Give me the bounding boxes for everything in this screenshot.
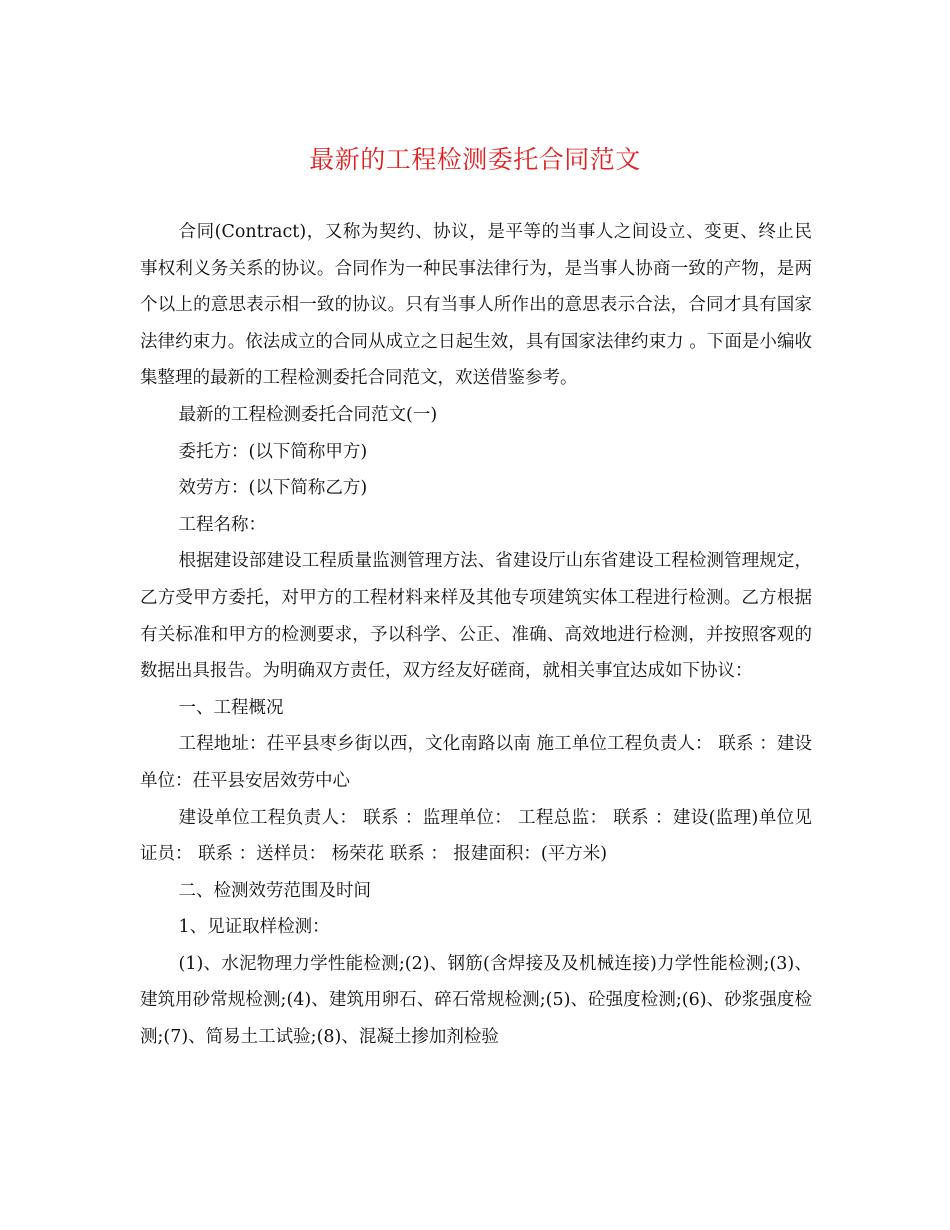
section-heading-overview: 一、工程概况: [178, 697, 284, 718]
subheading-witness-sampling: 1、见证取样检测：: [178, 917, 330, 938]
paragraph-contacts: 建设单位工程负责人： 联系 ：监理单位： 工程总监： 联系 ：建设(监理)单位见证员： 联系 ：送样员： 杨荣花 联系 ： 报建面积：(平方米): [140, 807, 812, 865]
paragraph-project-address: 工程地址：茌平县枣乡街以西，文化南路以南 施工单位工程负责人： 联系 ：建设单位：茌平县安居效劳中心: [140, 734, 812, 791]
paragraph-project-name: 工程名称：: [178, 514, 266, 535]
paragraph-client: 委托方：(以下简称甲方): [178, 441, 368, 462]
document-title: 最新的工程检测委托合同范文: [309, 145, 641, 174]
paragraph-intro: 合同(Contract)，又称为契约、协议，是平等的当事人之间设立、变更、终止民事权利义务关系的协议。合同作为一种民事法律行为，是当事人协商一致的产物，是两个以上的意思表示相一致的协议。只有当事人所作出的意思表示合法，合同才具有国家法律约束力。依法成立的合同从成立之日起生效，具有国家法律约束力 。下面是小编收集整理的最新的工程检测委托合同范文，欢送借鉴参考。: [140, 222, 812, 389]
paragraph-test-items: (1)、水泥物理力学性能检测;(2)、钢筋(含焊接及及机械连接)力学性能检测;(3)、建筑用砂常规检测;(4)、建筑用卵石、碎石常规检测;(5)、砼强度检测;(6)、砂浆强度检测;(7)、简易土工试验;(8)、混凝土掺加剂检验: [140, 953, 812, 1048]
paragraph-service-provider: 效劳方：(以下简称乙方): [178, 478, 368, 499]
paragraph-basis: 根据建设部建设工程质量监测管理方法、省建设厅山东省建设工程检测管理规定，乙方受甲方委托，对甲方的工程材料来样及其他专项建筑实体工程进行检测。乙方根据有关标准和甲方的检测要求，予以科学、公正、准确、高效地进行检测，并按照客观的数据出具报告。为明确双方责任，双方经友好磋商，就相关事宜达成如下协议：: [140, 551, 812, 682]
paragraph-contract-heading: 最新的工程检测委托合同范文(一): [178, 404, 438, 425]
document-body: [140, 214, 812, 1056]
section-heading-scope: 二、检测效劳范围及时间: [178, 880, 371, 901]
